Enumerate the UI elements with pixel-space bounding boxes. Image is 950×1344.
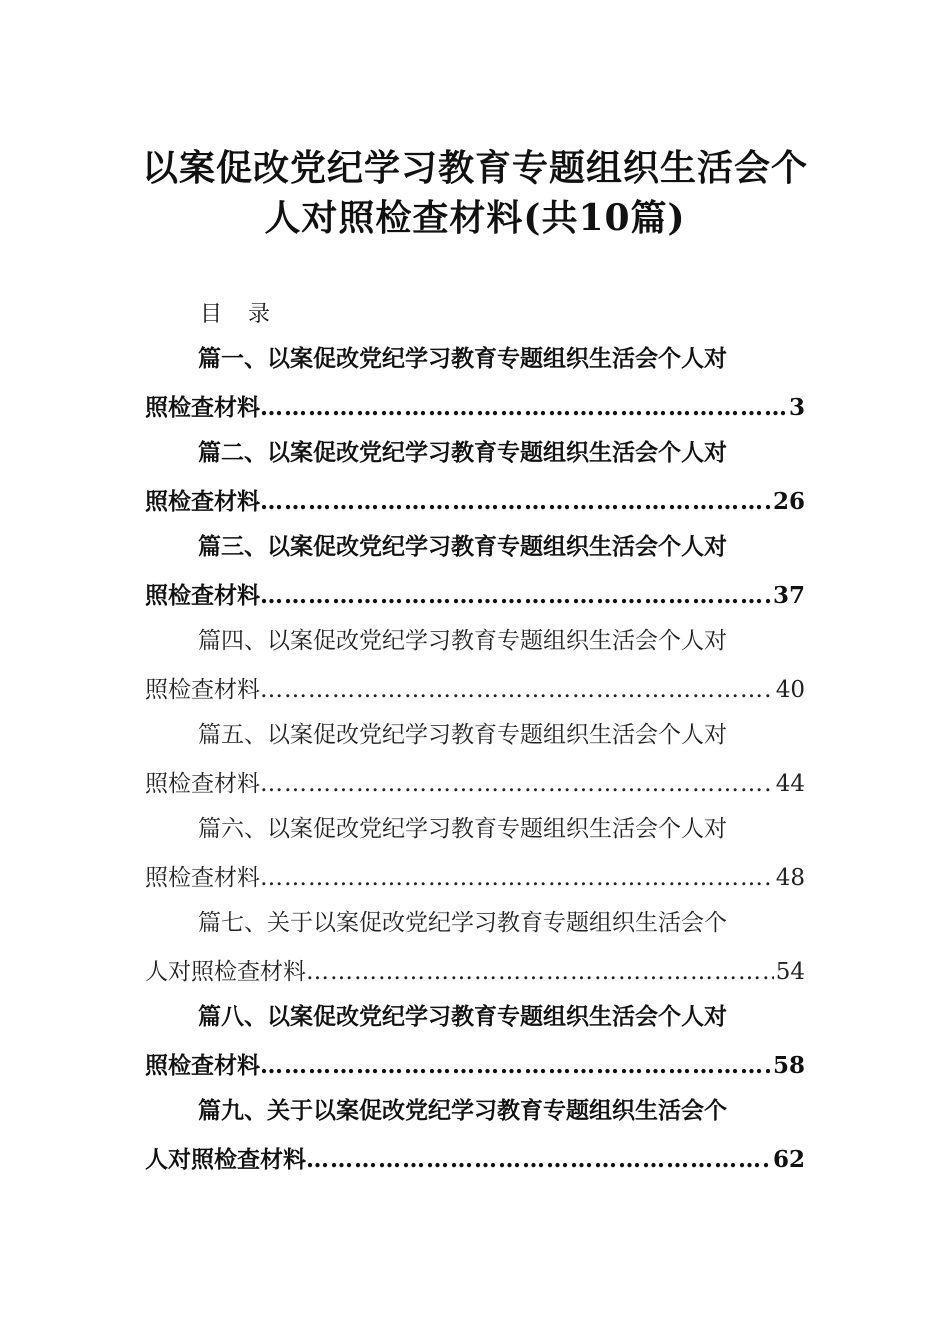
toc-entry-title: 篇二、以案促改党纪学习教育专题组织生活会个人对 xyxy=(198,439,727,466)
toc-entry-title-cont: 照检查材料 xyxy=(145,677,260,703)
toc-entry-title: 篇一、以案促改党纪学习教育专题组织生活会个人对 xyxy=(198,345,727,372)
toc-entry-continuation xyxy=(145,392,805,424)
toc-entry-continuation xyxy=(145,1144,805,1176)
toc-entry-continuation xyxy=(145,1050,805,1082)
toc-page-number: 54 xyxy=(775,959,805,985)
toc-entry-3[interactable] xyxy=(0,531,950,625)
toc-entry-2[interactable] xyxy=(0,437,950,531)
toc-entry-continuation xyxy=(145,862,805,894)
toc-entry-title-cont: 照检查材料 xyxy=(145,394,260,421)
toc-entry-title: 篇七、关于以案促改党纪学习教育专题组织生活会个 xyxy=(198,910,727,936)
toc-entry-title-cont: 照检查材料 xyxy=(145,865,260,891)
toc-entry-7[interactable] xyxy=(0,907,950,1001)
toc-entry-title: 篇九、关于以案促改党纪学习教育专题组织生活会个 xyxy=(198,1097,727,1124)
toc-entry-8[interactable] xyxy=(0,1001,950,1095)
toc-entry-6[interactable] xyxy=(0,813,950,907)
toc-leader-dots xyxy=(260,768,774,800)
toc-leader-dots xyxy=(260,1050,771,1082)
document-title-line1: 以案促改党纪学习教育专题组织生活会个 xyxy=(141,147,808,189)
toc-entry-title-cont: 照检查材料 xyxy=(145,582,260,609)
toc-page-number: 48 xyxy=(775,865,805,891)
document-title-line2: 人对照检查材料(共10篇) xyxy=(264,197,686,239)
toc-page-number: 58 xyxy=(772,1052,805,1079)
toc-leader-dots xyxy=(260,486,771,518)
toc-entry-title-cont: 照检查材料 xyxy=(145,488,260,515)
toc-entry-title-cont: 人对照检查材料 xyxy=(145,959,306,985)
toc-heading: 目录 xyxy=(200,302,297,327)
toc-entry-title-cont: 照检查材料 xyxy=(145,1052,260,1079)
toc-entry-title: 篇八、以案促改党纪学习教育专题组织生活会个人对 xyxy=(198,1003,727,1030)
toc-page-number: 62 xyxy=(772,1146,805,1173)
toc-entry-1[interactable] xyxy=(0,343,950,437)
toc-entry-continuation xyxy=(145,674,805,706)
toc-entry-title: 篇三、以案促改党纪学习教育专题组织生活会个人对 xyxy=(198,533,727,560)
toc-entry-continuation xyxy=(145,486,805,518)
toc-page-number: 44 xyxy=(775,771,805,797)
toc-entry-title: 篇四、以案促改党纪学习教育专题组织生活会个人对 xyxy=(198,628,727,654)
toc-page-number: 40 xyxy=(775,677,805,703)
toc-entry-title: 篇五、以案促改党纪学习教育专题组织生活会个人对 xyxy=(198,722,727,748)
toc-leader-dots xyxy=(306,956,774,988)
toc-page-number: 26 xyxy=(772,488,805,515)
toc-entry-continuation xyxy=(145,956,805,988)
toc-entry-continuation xyxy=(145,580,805,612)
toc-entry-4[interactable] xyxy=(0,625,950,719)
toc-page-number: 3 xyxy=(788,394,805,421)
toc-entry-5[interactable] xyxy=(0,719,950,813)
toc-leader-dots xyxy=(260,392,787,424)
toc-leader-dots xyxy=(260,862,774,894)
toc-entry-title-cont: 人对照检查材料 xyxy=(145,1146,306,1173)
toc-entry-continuation xyxy=(145,768,805,800)
toc-entry-title: 篇六、以案促改党纪学习教育专题组织生活会个人对 xyxy=(198,816,727,842)
toc-leader-dots xyxy=(260,674,774,706)
toc-page-number: 37 xyxy=(772,582,805,609)
toc-leader-dots xyxy=(260,580,771,612)
toc-entry-9[interactable] xyxy=(0,1095,950,1189)
toc-leader-dots xyxy=(306,1144,771,1176)
toc-entry-title-cont: 照检查材料 xyxy=(145,771,260,797)
